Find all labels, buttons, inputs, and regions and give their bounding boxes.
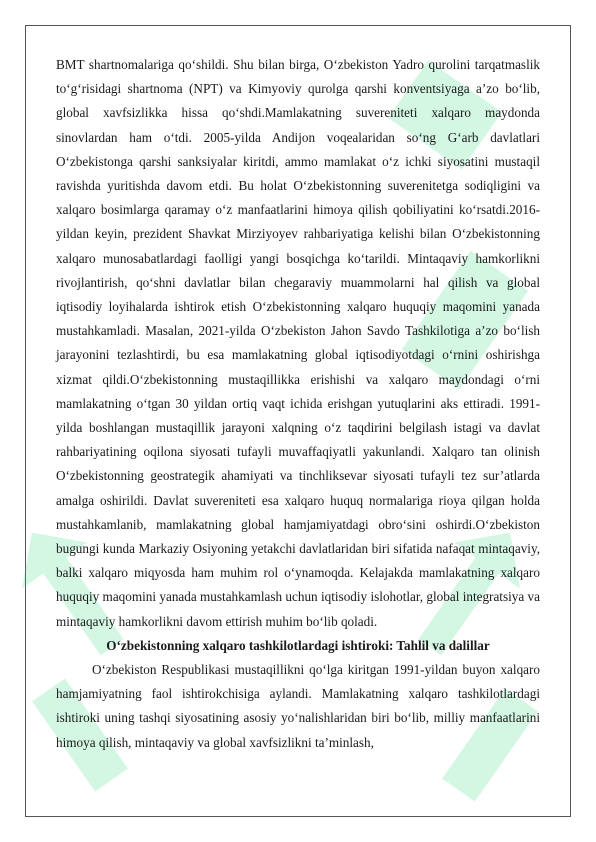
body-paragraph: BMT shartnomalariga qo‘shildi. Shu bilan birga, O‘zbekiston Yadro qurolini tarqatmaslik to‘g‘risidagi shartnoma (NPT) va Kimyoviy qurolga qarshi konventsiyaga a’zo bo‘lib, global xavfsizlikka hissa qo‘shdi.Mamlakatning suvereniteti xalqaro maydonda sinovlardan ham o‘tdi. 2005-yilda Andijon voqealaridan so‘ng G‘arb davlatlari O‘zbekistonga qarshi sanksiyalar kiritdi, ammo mamlakat o‘z ichki siyosatini mustaqil ravishda yuritishda davom etdi. Bu holat O‘zbekistonning suverenitetga sodiqligini va xalqaro bosimlarga qaramay o‘z manfaatlarini himoya qilish qobiliyatini ko‘rsatdi.2016-yildan keyin, prezident Shavkat Mirziyoyev rahbariyatiga kelishi bilan O‘zbekistonning xalqaro munosabatlardagi faolligi yangi bosqichga ko‘tarildi. Mintaqaviy hamkorlikni rivojlantirish, qo‘shni davlatlar bilan chegaraviy muammolarni hal qilish va global iqtisodiy loyihalarda ishtirok etish O‘zbekistonning xalqaro huquqiy maqomini yanada mustahkamladi. Masalan, 2021-yilda O‘zbekiston Jahon Savdo Tashkilotiga a’zo bo‘lish jarayonini tezlashtirdi, bu esa mamlakatning global iqtisodiyotdagi o‘rnini oshirishga xizmat qildi.O‘zbekistonning mustaqillikka erishishi va xalqaro maydondagi o‘rni mamlakatning o‘tgan 30 yildan ortiq vaqt ichida erishgan yutuqlarini aks ettiradi. 1991-yilda boshlangan mustaqillik jarayoni xalqning o‘z taqdirini belgilash istagi va davlat rahbariyatining oqilona siyosati tufayli muvaffaqiyatli yakunlandi. Xalqaro tan olinish O‘zbekistonning geostrategik ahamiyati va tinchliksevar siyosati tufayli tez sur’atlarda amalga oshirildi. Davlat suvereniteti esa xalqaro huquq normalariga rioya qilgan holda mustahkamlanib, mamlakatning global hamjamiyatdagi obro‘sini oshirdi.O‘zbekiston bugungi kunda Markaziy Osiyoning yetakchi davlatlaridan biri sifatida nafaqat mintaqaviy, balki xalqaro miqyosda ham muhim rol o‘ynamoqda. Kelajakda mamlakatning xalqaro huquqiy maqomini yanada mustahkamlash uchun iqtisodiy islohotlar, global integratsiya va mintaqaviy hamkorlikni davom ettirish muhim bo‘lib qoladi. (56, 57, 540, 629)
section-heading: O‘zbekistonning xalqaro tashkilotlardagi ishtiroki: Tahlil va dalillar (106, 637, 490, 653)
document-body (56, 53, 540, 755)
body-paragraph: O‘zbekiston Respublikasi mustaqillikni qo‘lga kiritgan 1991-yildan buyon xalqaro hamjamiyatning faol ishtirokchisiga aylandi. Mamlakatning xalqaro tashkilotlardagi ishtiroki uning tashqi siyosatining asosiy yo‘nalishlaridan biri bo‘lib, milliy manfaatlarini himoya qilish, mintaqaviy va global xavfsizlikni ta’minlash, (56, 662, 540, 750)
